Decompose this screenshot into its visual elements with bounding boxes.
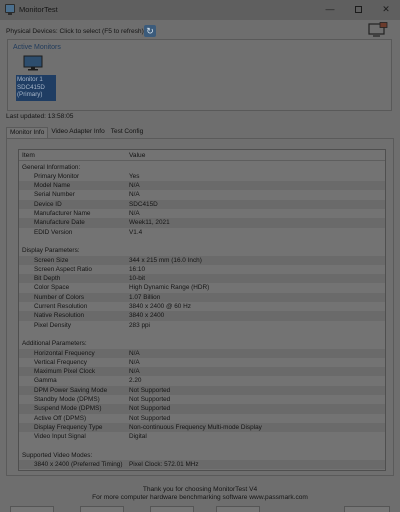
row-item-name: Device ID: [34, 200, 62, 208]
row-item-name: Current Resolution: [34, 303, 88, 310]
row-item-name: Pixel Density: [34, 321, 71, 329]
column-header-item[interactable]: Item: [22, 152, 35, 159]
row-item-value: 3840 x 2400 @ 60 Hz: [129, 303, 191, 310]
maximize-icon[interactable]: [351, 3, 365, 15]
row-item-value: N/A: [129, 368, 140, 376]
table-row[interactable]: [19, 200, 385, 209]
row-item-name: Screen Aspect Ratio: [34, 265, 92, 273]
row-item-value: 1.07 Billion: [129, 293, 161, 301]
table-row[interactable]: [19, 190, 385, 199]
row-item-name: DPM Power Saving Mode: [34, 386, 108, 394]
row-item-name: Additional Parameters:: [22, 340, 87, 348]
last-updated-text: Last updated: 13:58:05: [6, 113, 74, 120]
row-item-name: Horizontal Frequency: [34, 349, 95, 357]
row-item-value: 2.20: [129, 377, 142, 385]
row-item-value: N/A: [129, 191, 140, 199]
row-item-value: N/A: [129, 210, 140, 217]
active-monitors-panel: [7, 39, 392, 111]
row-item-name: Manufacture Date: [34, 219, 85, 227]
monitor-info-list[interactable]: [18, 149, 386, 471]
row-item-name: Display Frequency Type: [34, 423, 103, 431]
row-item-value: Non-continuous Frequency Multi-mode Display: [129, 423, 262, 431]
section-row[interactable]: [19, 163, 385, 172]
table-row[interactable]: [19, 256, 385, 265]
title-bar: [0, 0, 400, 20]
row-item-name: Model Name: [34, 182, 71, 190]
close-icon[interactable]: ✕: [382, 4, 390, 14]
table-row[interactable]: [19, 172, 385, 181]
table-row[interactable]: [19, 460, 385, 469]
bottom-button-2[interactable]: [80, 506, 124, 512]
row-item-value: 3840 x 2400: [129, 312, 165, 320]
row-item-value: 16:10: [129, 265, 145, 273]
bottom-button-1[interactable]: [10, 506, 54, 512]
row-item-name: Number of Colors: [34, 293, 85, 301]
bottom-button-4[interactable]: [216, 506, 260, 512]
row-item-name: 3840 x 2400 (Preferred Timing): [34, 461, 123, 469]
table-row[interactable]: [19, 218, 385, 227]
blank-row: [19, 442, 385, 451]
minimize-icon[interactable]: —: [325, 4, 335, 14]
footer-thanks-text: Thank you for choosing MonitorTest V4: [142, 486, 258, 493]
row-item-name: Color Space: [34, 284, 70, 292]
section-row[interactable]: [19, 246, 385, 255]
tab-monitor-info[interactable]: Monitor Info: [6, 127, 48, 138]
row-item-value: Yes: [129, 172, 140, 180]
row-item-value: SDC415D: [129, 200, 158, 208]
row-item-name: Display Parameters:: [22, 247, 80, 255]
tab-video-adapter-info[interactable]: Video Adapter Info: [51, 128, 105, 135]
tab-test-config[interactable]: Test Config: [110, 128, 144, 135]
column-header-value[interactable]: Value: [129, 152, 146, 159]
row-item-name: Video Input Signal: [34, 433, 86, 441]
row-item-value: Not Supported: [129, 405, 171, 413]
row-item-value: Digital: [129, 433, 147, 441]
monitor-info-panel: [6, 138, 394, 476]
footer-passmark-text: For more computer hardware benchmarking software www.passmark.com: [92, 494, 308, 501]
table-row[interactable]: [19, 293, 385, 302]
table-row[interactable]: [19, 432, 385, 441]
table-row[interactable]: [19, 349, 385, 358]
tab-strip: [6, 127, 146, 138]
row-item-value: Not Supported: [129, 414, 171, 422]
table-row[interactable]: [19, 209, 385, 218]
table-row[interactable]: [19, 386, 385, 395]
table-row[interactable]: [19, 265, 385, 274]
row-item-name: Screen Size: [34, 256, 69, 264]
row-item-value: Pixel Clock: 572.01 MHz: [129, 461, 199, 469]
row-item-name: Manufacturer Name: [34, 210, 91, 217]
list-header: [19, 150, 385, 161]
table-row[interactable]: [19, 367, 385, 376]
row-item-value: Not Supported: [129, 386, 171, 394]
bottom-button-3[interactable]: [150, 506, 194, 512]
table-row[interactable]: [19, 404, 385, 413]
monitor-primary-tag: (Primary): [17, 91, 43, 98]
window-title: MonitorTest: [19, 5, 58, 14]
monitor-icon[interactable]: [23, 55, 43, 71]
table-row[interactable]: [19, 395, 385, 404]
refresh-icon[interactable]: ↻: [144, 25, 156, 37]
table-row[interactable]: [19, 423, 385, 432]
row-item-value: V1.4: [129, 228, 143, 236]
row-item-value: N/A: [129, 349, 140, 357]
row-item-name: Active Off (DPMS): [34, 414, 87, 422]
section-row[interactable]: [19, 451, 385, 460]
row-item-value: 283 ppi: [129, 321, 150, 329]
monitor-name: Monitor 1: [17, 76, 43, 83]
row-item-name: Native Resolution: [34, 312, 85, 320]
active-monitors-title: Active Monitors: [13, 44, 61, 51]
table-row[interactable]: [19, 376, 385, 385]
section-row[interactable]: [19, 339, 385, 348]
physical-devices-label: Physical Devices: Click to select (F5 to refresh): [6, 28, 144, 35]
row-item-name: Vertical Frequency: [34, 358, 87, 366]
blank-row: [19, 237, 385, 246]
row-item-name: Gamma: [34, 377, 57, 385]
row-item-value: N/A: [129, 182, 140, 190]
row-item-name: Primary Monitor: [34, 172, 80, 180]
monitor-device-id: SDC415D: [17, 83, 45, 91]
table-row[interactable]: [19, 302, 385, 311]
table-row[interactable]: [19, 358, 385, 367]
row-item-value: Week11, 2021: [129, 219, 170, 227]
monitor-1-selection[interactable]: [16, 75, 56, 101]
table-row[interactable]: [19, 228, 385, 237]
row-item-value: Not Supported: [129, 396, 171, 403]
table-row[interactable]: [19, 311, 385, 320]
row-item-value: 10-bit: [129, 275, 145, 283]
blank-row: [19, 330, 385, 339]
row-item-name: Standby Mode (DPMS): [34, 396, 100, 403]
table-row[interactable]: [19, 414, 385, 423]
screen-capture-icon[interactable]: [368, 22, 388, 37]
row-item-value: N/A: [129, 358, 140, 366]
row-item-value: 344 x 215 mm (16.0 Inch): [129, 256, 202, 264]
table-row[interactable]: [19, 274, 385, 283]
bottom-button-5[interactable]: [344, 506, 390, 512]
monitor-app-icon: [5, 4, 15, 13]
row-item-name: Serial Number: [34, 191, 75, 199]
row-item-name: Supported Video Modes:: [22, 451, 93, 459]
row-item-name: Bit Depth: [34, 275, 61, 283]
table-row[interactable]: [19, 283, 385, 292]
row-item-name: EDID Version: [34, 228, 73, 236]
row-item-name: General Information:: [22, 163, 81, 171]
row-item-name: Maximum Pixel Clock: [34, 368, 96, 376]
row-item-value: High Dynamic Range (HDR): [129, 284, 210, 292]
row-item-name: Suspend Mode (DPMS): [34, 405, 102, 413]
table-row[interactable]: [19, 321, 385, 330]
table-row[interactable]: [19, 181, 385, 190]
